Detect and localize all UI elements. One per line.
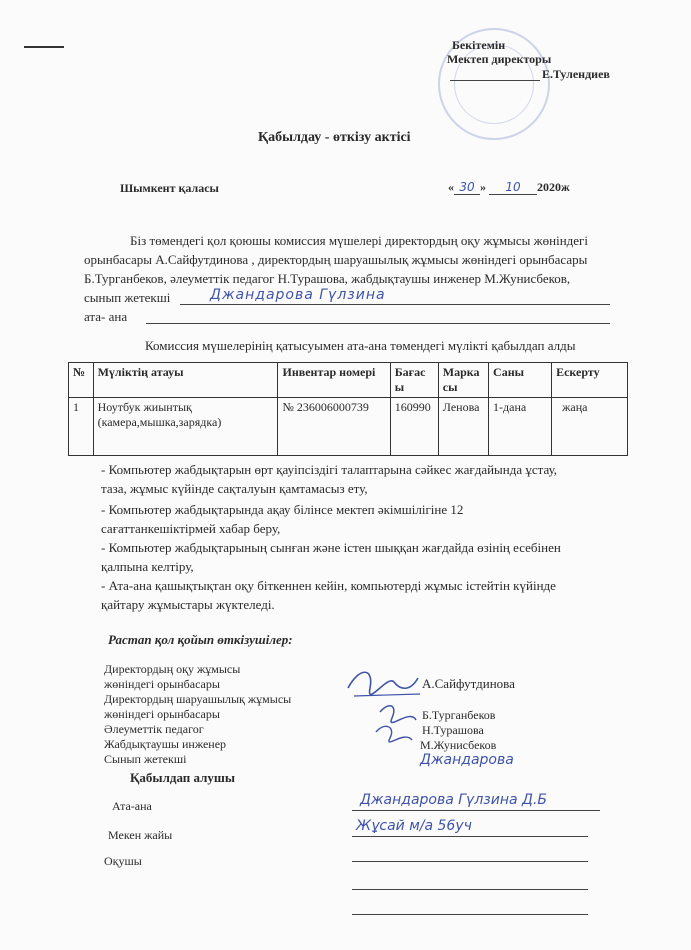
name-3: Н.Турашова — [422, 723, 484, 737]
receiver-parent-hand: Джандарова Гүлзина Д.Б — [360, 792, 548, 808]
receiver-address-hand: Жұсай м/а 56уч — [356, 818, 472, 834]
date-open: « — [448, 180, 454, 194]
role-2: жөніндегі орынбасары — [104, 677, 220, 691]
receiver-parent-line — [352, 810, 600, 811]
th-brand: Маркасы — [438, 363, 488, 398]
receiver-student-line-2 — [352, 889, 588, 890]
th-inventory: Инвентар номері — [278, 363, 390, 398]
approval-line2: Мектеп директоры — [447, 52, 552, 66]
rule-line-8: қайтару жұмыстары жүктеледі. — [101, 597, 275, 612]
name-4: М.Жунисбеков — [420, 738, 497, 752]
cell-inventory: № 236006000739 — [278, 398, 390, 456]
cell-no: 1 — [69, 398, 94, 456]
receivers-title: Қабылдап алушы — [130, 770, 236, 785]
receiver-student-line-3 — [352, 914, 588, 915]
th-qty: Саны — [489, 363, 552, 398]
role-5: Әлеуметтік педагог — [104, 722, 204, 736]
date-sep: » — [480, 180, 486, 194]
role-1: Директордың оқу жұмысы — [104, 662, 241, 676]
receiver-parent-label: Ата-ана — [112, 799, 152, 813]
role-4: жөніндегі орынбасары — [104, 707, 220, 721]
rule-line-7: - Ата-ана қашықтықтан оқу біткеннен кейін, компьютерді жұмыс істейтін күйінде — [101, 578, 556, 593]
rule-line-2: таза, жұмыс күйінде сақталуын қамтамасыз ету, — [101, 481, 368, 496]
name-2: Б.Турганбеков — [422, 708, 496, 722]
rule-line-5: - Компьютер жабдықтарының сынған және істен шыққан жағдайда өзінің есебінен — [101, 540, 561, 555]
cell-note: жаңа — [552, 398, 628, 456]
corner-dash — [24, 46, 64, 48]
table-row — [69, 398, 628, 456]
class-teacher-label: сынып жетекші — [84, 290, 171, 305]
rule-line-4: сағаттанкешіктірмей хабар беру, — [101, 521, 281, 536]
cell-brand: Ленова — [438, 398, 488, 456]
role-6: Жабдықтаушы инженер — [104, 737, 227, 751]
property-table — [68, 362, 628, 456]
cell-name: Ноутбук жиынтық (камера,мышка,зарядка) — [93, 398, 278, 456]
date-year: 2020ж — [537, 180, 570, 194]
role-3: Директордың шаруашылық жұмысы — [104, 692, 292, 706]
rule-line-3: - Компьютер жабдықтарында ақау білінсе мектеп әкімшілігіне 12 — [101, 502, 464, 517]
intro-line-1: Біз төмендегі қол қоюшы комиссия мүшелері директордың оқу жұмысы жөніндегі — [130, 233, 589, 248]
intro-line-2: орынбасары А.Сайфутдинова , директордың шаруашылық жұмысы жөніндегі орынбасары — [84, 252, 588, 267]
name-1: А.Сайфутдинова — [422, 676, 515, 691]
rule-line-6: қалпына келтіру, — [101, 559, 194, 574]
document-title: Қабылдау - өткізу актісі — [258, 130, 411, 145]
city: Шымкент қаласы — [120, 181, 219, 195]
date — [448, 180, 570, 195]
role-7: Сынып жетекші — [104, 752, 187, 766]
date-month: 10 — [489, 180, 537, 195]
approval-signature-line — [450, 80, 540, 81]
th-note: Ескерту — [552, 363, 628, 398]
parent-label: ата- ана — [84, 309, 128, 324]
date-day: 30 — [454, 180, 480, 195]
th-price: Бағасы — [390, 363, 438, 398]
th-name: Мүліктің атауы — [93, 363, 278, 398]
intro-line-3: Б.Турганбеков, әлеуметтік педагог Н.Турашова, жабдықтаушы инженер М.Жунисбеков, — [84, 271, 571, 286]
approval-director: Е.Тулендиев — [542, 67, 610, 81]
parent-line — [146, 323, 610, 324]
approval-line1: Бекітемін — [452, 38, 506, 52]
commission-line: Комиссия мүшелерінің қатысуымен ата-ана төмендегі мүлікті қабылдап алды — [145, 338, 576, 353]
cell-price: 160990 — [390, 398, 438, 456]
signers-title: Растап қол қойып өткізушілер: — [108, 632, 293, 647]
receiver-student-label: Оқушы — [104, 854, 142, 868]
receiver-address-label: Мекен жайы — [108, 828, 173, 842]
th-no: № — [69, 363, 94, 398]
receiver-address-line — [352, 836, 588, 837]
cell-qty: 1-дана — [489, 398, 552, 456]
rule-line-1: - Компьютер жабдықтарын өрт қауіпсіздігі талаптарына сәйкес жағдайында ұстау, — [101, 462, 558, 477]
teacher-signature: Джандарова — [420, 752, 514, 768]
class-teacher-line — [180, 304, 610, 305]
class-teacher-handwriting: Джандарова Гүлзина — [210, 287, 386, 303]
receiver-student-line-1 — [352, 861, 588, 862]
